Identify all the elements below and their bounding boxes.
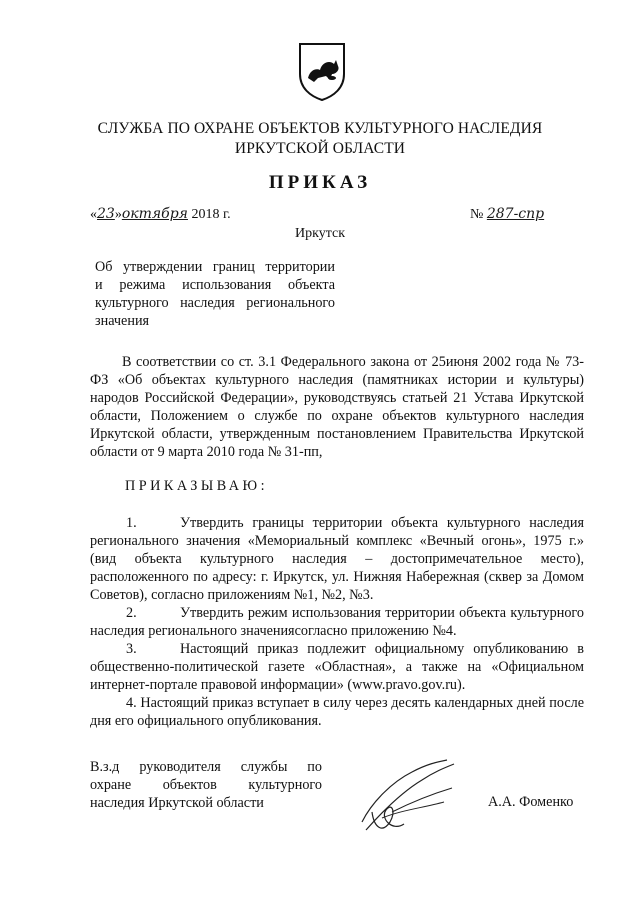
item-number: 4. bbox=[126, 695, 137, 711]
date-close-quote: » bbox=[114, 207, 122, 222]
order-item-1 bbox=[90, 514, 584, 604]
subject-line: значения bbox=[95, 313, 150, 329]
date-day: 23 bbox=[97, 206, 115, 222]
order-items bbox=[90, 514, 584, 730]
order-item-2 bbox=[90, 604, 584, 640]
order-item-4 bbox=[90, 694, 584, 730]
organization-name-line1: СЛУЖБА ПО ОХРАНЕ ОБЪЕКТОВ КУЛЬТУРНОГО НАСЛЕДИЯ bbox=[97, 120, 543, 137]
signatory-name: А.А. Фоменко bbox=[488, 794, 574, 810]
position-line: наследия Иркутской области bbox=[90, 795, 264, 811]
order-item-3 bbox=[90, 640, 584, 694]
item-text: Настоящий приказ подлежит официальному опубликованию в общественно-политической газете «Областная», а также на «Официальном интернет-портале правовой информации» (www.pravo.gov.ru). bbox=[90, 641, 584, 693]
preamble-paragraph: В соответствии со ст. 3.1 Федерального закона от 25июня 2002 года № 73-ФЗ «Об объектах культурного наследия (памятниках истории и культуры) народов Российской Федерации», руководствуясь статьей 21 Устава Иркутской области, Положением о службе по охране объектов культурного наследия Иркутской области, утвержденным постановлением Правительства Иркутской области от 9 марта 2010 года № 31-пп, bbox=[90, 354, 584, 460]
position-line: В.з.д руководителя службы по bbox=[90, 759, 322, 775]
document-title: ПРИКАЗ bbox=[268, 172, 372, 193]
subject-line: Об утверждении границ территории bbox=[95, 259, 335, 275]
document-subject bbox=[95, 258, 335, 330]
number-value: 287-спр bbox=[486, 206, 545, 222]
document-number bbox=[470, 206, 544, 223]
order-heading: ПРИКАЗЫВАЮ: bbox=[125, 478, 269, 494]
item-number: 1. bbox=[126, 515, 137, 531]
item-text: Настоящий приказ вступает в силу через десять календарных дней после дня его официального опубликования. bbox=[90, 695, 585, 729]
handwritten-signature bbox=[352, 752, 462, 842]
organization-name-line2: ИРКУТСКОЙ ОБЛАСТИ bbox=[234, 140, 406, 157]
item-text: Утвердить границы территории объекта культурного наследия регионального значения «Мемориальный комплекс «Вечный огонь», 1975 г.» (вид объекта культурного наследия – достопримечательное место), расположенного по адресу: г. Иркутск, ул. Нижняя Набережная (сквер за Домом Советов), согласно приложениям №1, №2, №3. bbox=[90, 515, 584, 603]
document-date bbox=[90, 206, 231, 223]
coat-of-arms-icon bbox=[296, 40, 348, 102]
document-city: Иркутск bbox=[294, 226, 346, 241]
subject-line: культурного наследия регионального bbox=[95, 295, 335, 311]
date-month: октября bbox=[121, 206, 188, 222]
item-number: 2. bbox=[126, 605, 137, 621]
item-text: Утвердить режим использования территории объекта культурного наследия регионального значениясогласно приложению №4. bbox=[90, 605, 584, 639]
subject-line: и режима использования объекта bbox=[95, 277, 335, 293]
item-number: 3. bbox=[126, 641, 137, 657]
number-prefix: № bbox=[470, 207, 484, 222]
date-year: 2018 г. bbox=[191, 207, 231, 222]
signatory-position bbox=[90, 758, 322, 812]
date-open-quote: « bbox=[90, 207, 97, 222]
position-line: охране объектов культурного bbox=[90, 777, 322, 793]
